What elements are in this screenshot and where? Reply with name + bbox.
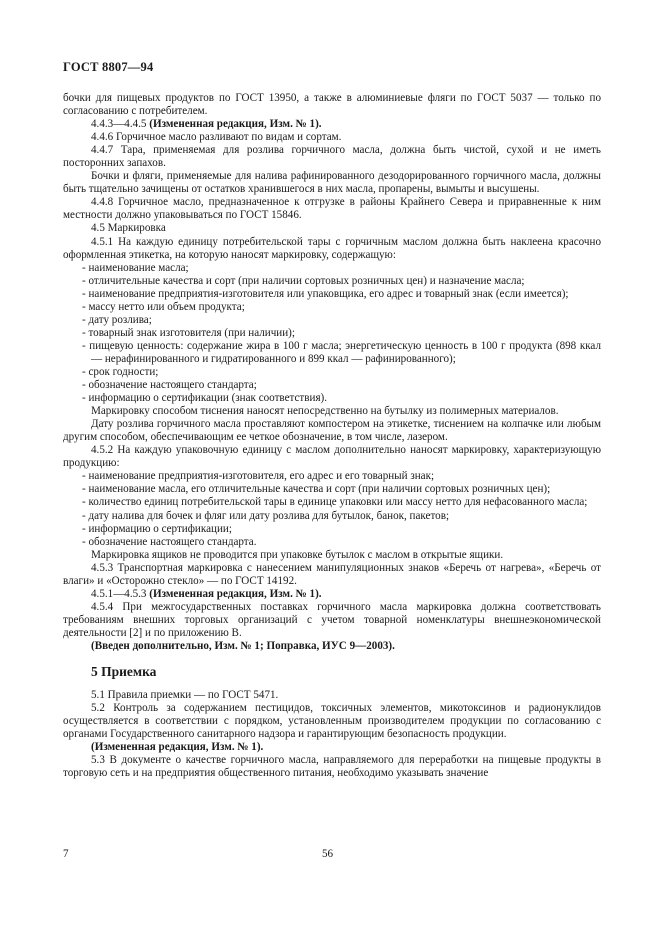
paragraph: Дату розлива горчичного масла проставляют компостером на этикетке, тиснением на колпачке или любым другим способом, обеспечивающим ее четкое обозначение, в том числе, лазером. xyxy=(63,418,601,444)
list-item: - информацию о сертификации; xyxy=(82,522,232,535)
list-item: - наименование масла; xyxy=(82,261,189,274)
clause-5-2: 5.2 Контроль за содержанием пестицидов, токсичных элементов, микотоксинов и радионуклидов осуществляется в соответствии с порядком, установленным производителем продукции по согласованию с органами Государственного санитарного надзора и гарантирующим безопасность продукции. xyxy=(63,702,601,741)
list-item: - наименование предприятия-изготовителя, его адрес и его товарный знак; xyxy=(82,470,435,483)
clause-4-4-8: 4.4.8 Горчичное масло, предназначенное к отгрузке в районы Крайнего Севера и приравненные к ним местности должно упаковываться по ГОСТ 15846. xyxy=(63,196,601,222)
paragraph: Маркировка ящиков не проводится при упаковке бутылок с маслом в открытые ящики. xyxy=(91,548,504,561)
list-item: - отличительные качества и сорт (при наличии сортовых розничных цен) и назначение масла; xyxy=(82,274,525,287)
list-item: - дату налива для бочек и фляг или дату розлива для бутылок, банок, пакетов; xyxy=(82,509,450,522)
list-item: - дату розлива; xyxy=(82,313,152,326)
clause-5-3: 5.3 В документе о качестве горчичного масла, направляемого для переработки на пищевые продукты в торговую сеть и на предприятия общественного питания, необходимо указывать значение xyxy=(63,754,601,780)
clause-4-4-7: 4.4.7 Тара, применяемая для розлива горчичного масла, должна быть чистой, сухой и не иметь посторонних запахов. xyxy=(63,144,601,170)
footer-left-number: 7 xyxy=(63,848,69,860)
clause-4-5-3: 4.5.3 Транспортная маркировка с нанесением манипуляционных знаков «Беречь от нагрева», «Беречь от влаги» и «Осторожно стекло» — по ГОСТ 14192. xyxy=(63,561,601,587)
paragraph: Бочки и фляги, применяемые для налива рафинированного дезодорированного горчичного масла, должны быть тщательно зачищены от остатков хранившегося в них масла, пропарены, вымыты и высушены. xyxy=(63,170,601,196)
section-title: 5 Приемка xyxy=(91,664,157,680)
list-item: - информацию о сертификации (знак соответствия). xyxy=(82,392,328,405)
list-item: - наименование масла, его отличительные качества и сорт (при наличии сортовых розничных цен); xyxy=(82,483,551,496)
list-item: - наименование предприятия-изготовителя или упаковщика, его адрес и товарный знак (если имеется); xyxy=(82,287,569,300)
list-item: - срок годности; xyxy=(82,365,159,378)
amendment-note: 4.4.3—4.4.5 (Измененная редакция, Изм. № 1). xyxy=(91,118,322,131)
clause-4-5-2: 4.5.2 На каждую упаковочную единицу с маслом дополнительно наносят маркировку, характеризующую продукцию: xyxy=(63,444,601,470)
clause-4-4-6: 4.4.6 Горчичное масло разливают по видам и сортам. xyxy=(91,131,342,144)
subsection-heading: 4.5 Маркировка xyxy=(91,222,166,235)
list-item: - обозначение настоящего стандарта. xyxy=(82,535,257,548)
list-item: - количество единиц потребительской тары в единице упаковки или массу нетто для нефасованного масла; xyxy=(82,496,588,509)
document-header: ГОСТ 8807—94 xyxy=(63,60,154,74)
list-item: - обозначение настоящего стандарта; xyxy=(82,379,257,392)
clause-4-5-4: 4.5.4 При межгосударственных поставках горчичного масла маркировка должна соответствовать требованиям внешних торговых организаций с учетом товарной номенклатуры внешнеэкономической деятельности [2] и по приложению В. xyxy=(63,600,601,639)
page-number: 56 xyxy=(322,848,334,860)
clause-4-5-1: 4.5.1 На каждую единицу потребительской тары с горчичным маслом должна быть наклеена красочно оформленная этикетка, на которую наносят маркировку, содержащую: xyxy=(63,235,601,261)
paragraph: Маркировку способом тиснения наносят непосредственно на бутылку из полимерных материалов. xyxy=(91,405,559,418)
body-text xyxy=(63,92,601,780)
list-item: - массу нетто или объем продукта; xyxy=(82,300,245,313)
clause-5-1: 5.1 Правила приемки — по ГОСТ 5471. xyxy=(91,689,279,702)
amendment-note: (Введен дополнительно, Изм. № 1; Поправка, ИУС 9—2003). xyxy=(91,639,395,652)
amendment-note: (Измененная редакция, Изм. № 1). xyxy=(91,741,264,754)
amendment-note: 4.5.1—4.5.3 (Измененная редакция, Изм. № 1). xyxy=(91,587,322,600)
list-item: - пищевую ценность: содержание жира в 100 г масла; энергетическую ценность в 100 г продукта (898 ккал — нерафинированного и гидратированного и 899 ккал — рафинированного); xyxy=(82,339,601,365)
paragraph: бочки для пищевых продуктов по ГОСТ 13950, а также в алюминиевые фляги по ГОСТ 5037 — только по согласованию с потребителем. xyxy=(63,92,601,118)
list-item: - товарный знак изготовителя (при наличии); xyxy=(82,326,295,339)
